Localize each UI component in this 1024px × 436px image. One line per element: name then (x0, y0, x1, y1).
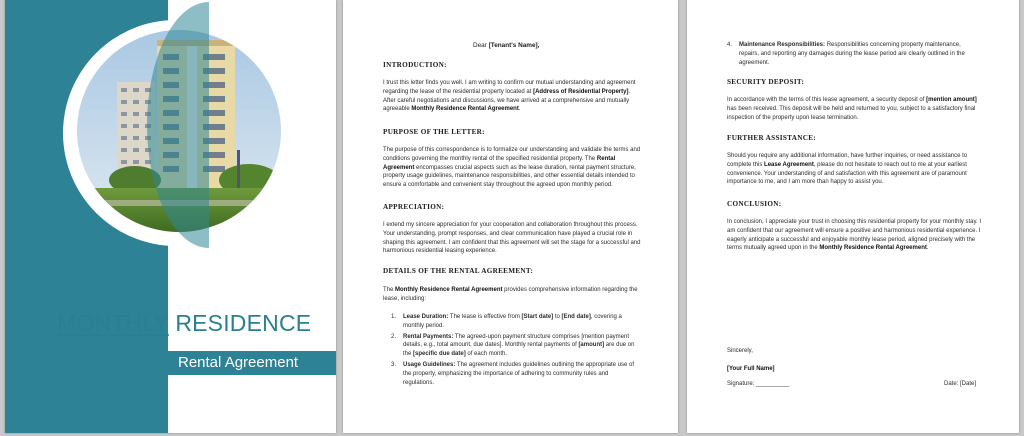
purpose-heading: PURPOSE OF THE LETTER: (383, 128, 485, 136)
salutation (473, 42, 539, 49)
list-item: 4. Maintenance Responsibilities: Responsibilities concerning property maintenance, repairs, and reporting any damages during the lease period are clearly outlined in the agreement. (727, 42, 965, 66)
assistance-text: Should you require any additional information, have further inquiries, or need assistance to complete this Lease Agreement, please do not hesitate to reach out to me at your earliest convenience. Your understanding of and satisfaction with this agreement are of paramount importance to me, and I am more than happy to assist you. (727, 153, 968, 186)
terms-list (391, 313, 637, 389)
cover-page (5, 0, 336, 433)
cover-subtitle: Rental Agreement (168, 351, 336, 375)
list-item: 3. Usage Guidelines: The agreement includes guidelines outlining the appropriate use of the property, emphasizing the importance of adhering to community rules and regulations. (391, 361, 635, 386)
cover-title (57, 310, 311, 337)
closing-sincerely: Sincerely, (727, 348, 753, 354)
security-heading: SECURITY DEPOSIT: (727, 78, 805, 86)
letter-page-2 (687, 0, 1019, 433)
conclusion-heading: CONCLUSION: (727, 200, 782, 208)
appreciation-heading: APPRECIATION: (383, 203, 445, 211)
list-item: 1. Lease Duration: The lease is effective from [Start date] to [End date], covering a monthly period. (391, 314, 622, 329)
list-item: 2. Rental Payments: The agreed-upon payment structure comprises [mention payment details, e.g., total amount, due dates]. Monthly rental payments of [amount] are due on the [specific due date] of each month. (391, 333, 635, 358)
signature-line: Signature: __________ (727, 381, 790, 387)
date-line: Date: [Date] (944, 381, 977, 387)
tenant-name: [Tenant's Name], (488, 42, 540, 49)
conclusion-text: In conclusion, I appreciate your trust in choosing this residential property for your monthly stay. I am confident that our agreement will ensure a positive and harmonious residential experience. I eagerly anticipate a successful and enjoyable monthly lease period, aligned precisely with the terms mutually agreed upon in the Monthly Residence Rental Agreement. (727, 219, 982, 252)
sender-name: [Your Full Name] (727, 366, 775, 372)
cover-title-word1: MONTHLY (57, 310, 169, 336)
cover-title-word2: RESIDENCE (175, 310, 312, 336)
terms-list-continued (727, 41, 979, 69)
introduction-heading: INTRODUCTION: (383, 61, 447, 69)
introduction-text: I trust this letter finds you well. I am writing to confirm our mutual understanding and agreement regarding the lease of the residential property located at [Address of Residential Property]. After careful negotiations and discussions, we have arrived at a comprehensive and mutually agreeable Monthly Residence Rental Agreement. (383, 80, 636, 113)
security-text: In accordance with the terms of this lease agreement, a security deposit of [mention amount] has been received. This deposit will be held and returned to you, subject to a satisfactory final inspection of the property upon lease termination. (727, 97, 977, 121)
appreciation-text: I extend my sincere appreciation for your cooperation and collaboration throughout this process. Your understanding, prompt responses, and clear communication have played a crucial role in shaping this agreement. I am confident that this agreement will set the stage for a successful and harmonious residential leasing experience. (383, 222, 641, 255)
details-intro: The Monthly Residence Rental Agreement provides comprehensive information regarding the lease, including: (383, 287, 638, 302)
details-heading: DETAILS OF THE RENTAL AGREEMENT: (383, 267, 534, 275)
purpose-text: The purpose of this correspondence is to formalize our understanding and validate the terms and conditions governing the monthly rental of the specified residential property. The Rental Agreement encompasses crucial aspects such as the lease duration, rental payment structure, property usage guidelines, maintenance responsibilities, and other essential details intended to ensure a comfortable and convenient stay throughout the agreed upon monthly period. (383, 147, 641, 189)
assistance-heading: FURTHER ASSISTANCE: (727, 134, 816, 142)
letter-page-1 (343, 0, 678, 433)
salutation-prefix: Dear (473, 42, 489, 49)
